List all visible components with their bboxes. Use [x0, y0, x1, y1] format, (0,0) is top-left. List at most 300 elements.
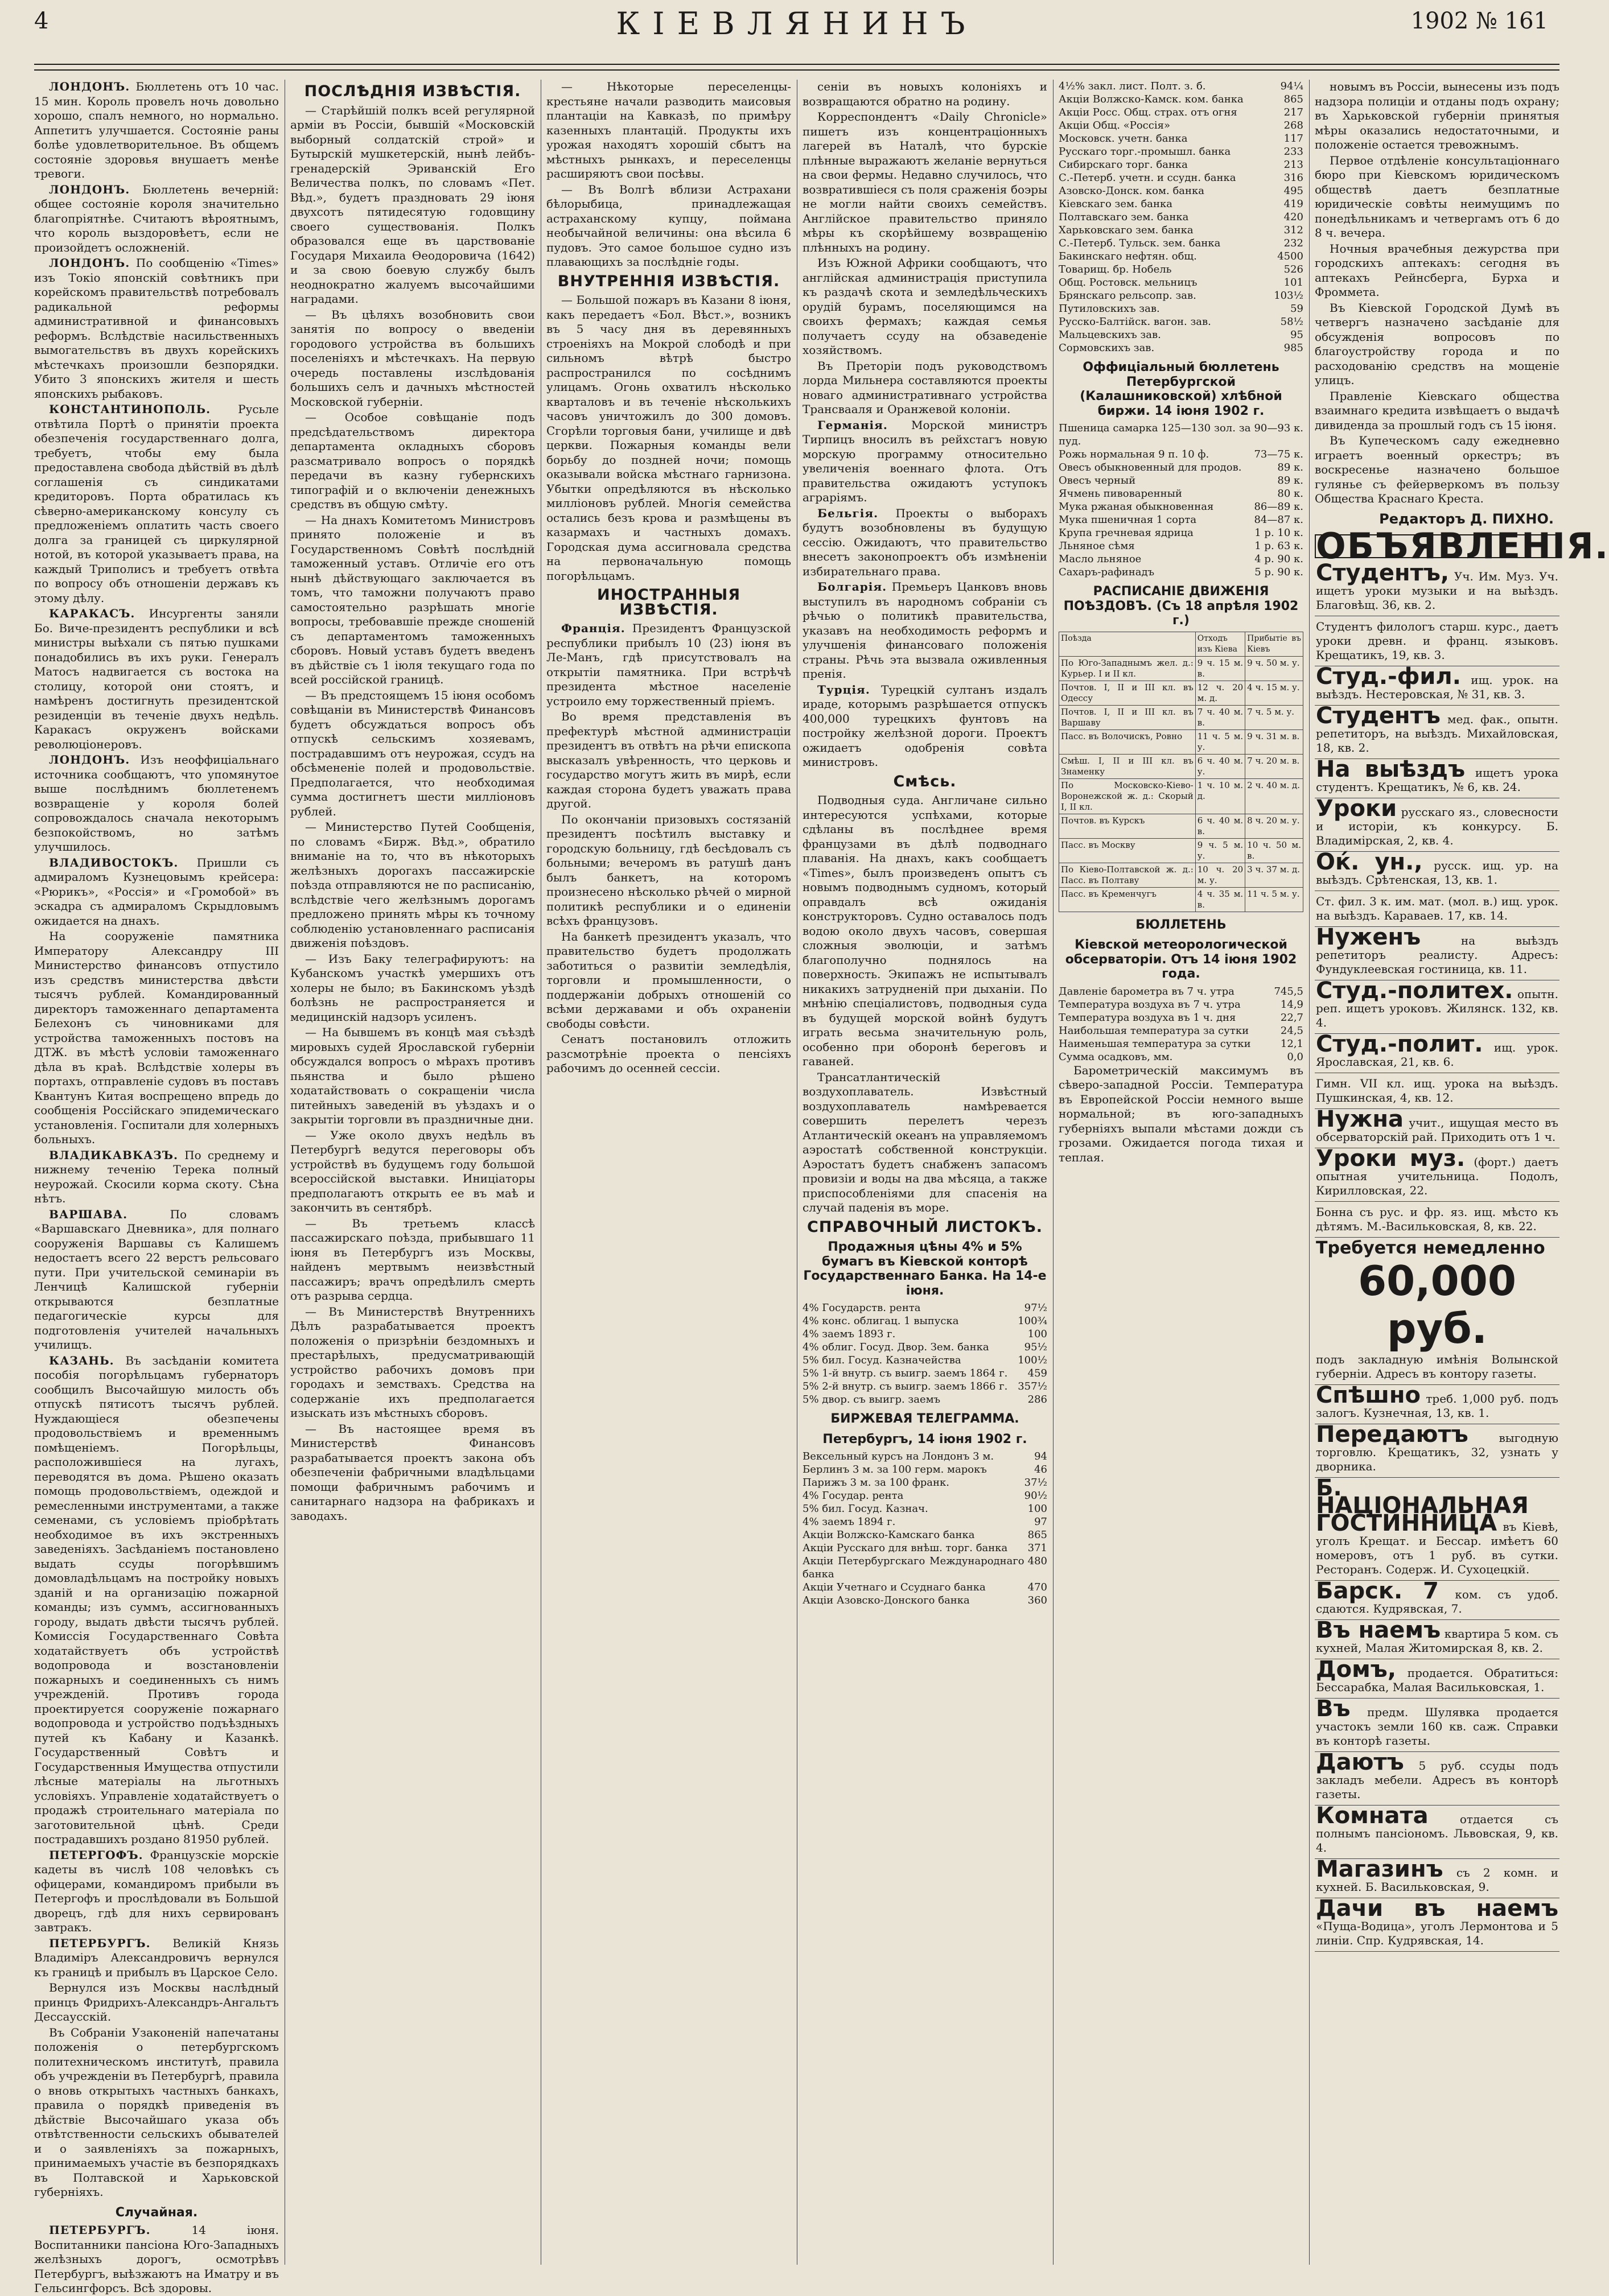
quote-label: Азовско-Донск. ком. банка	[1059, 185, 1204, 197]
quote-label: Масло льняное	[1059, 553, 1142, 565]
quote-value: 286	[1027, 1394, 1047, 1405]
article-paragraph	[34, 856, 279, 929]
timetable-cell: 7 ч. 20 м. в.	[1245, 754, 1303, 778]
quote-label: 4% облиг. Госуд. Двор. Зем. банка	[803, 1341, 989, 1353]
dateline: ВАРШАВА.	[49, 1207, 128, 1221]
article-paragraph	[34, 929, 279, 1147]
article-paragraph	[546, 930, 791, 1032]
ad-headline: Студ.-фил.	[1316, 663, 1461, 690]
article-text: Ночныя врачебныя дежурства при городскихъ аптекахъ: сегодня въ аптекахъ Рейнсберга, Бурха и Фроммета.	[1315, 241, 1559, 299]
page-number: 4	[34, 8, 49, 34]
article-paragraph	[803, 256, 1047, 358]
dateline: Германія.	[817, 418, 888, 432]
timetable-cell: 9 ч. 15 м. в.	[1195, 656, 1245, 681]
article-paragraph	[290, 689, 535, 819]
timetable-row	[1059, 863, 1303, 887]
article-text: По окончаніи призовыхъ состязаній президентъ посѣтилъ выставку и городскую больницу, гдѣ бесѣдовалъ съ больными; вечеромъ въ ратушѣ данъ былъ банкетъ, на которомъ произнесено нѣсколько рѣчей о мирной политикѣ республики и о единеніи всѣхъ французовъ.	[546, 812, 791, 928]
dateline: ПЕТЕРБУРГЪ.	[49, 2223, 151, 2237]
dateline: ПЕТЕРБУРГЪ.	[49, 1936, 151, 1950]
classified-ad	[1315, 1238, 1559, 1385]
classified-ad	[1315, 1030, 1559, 1073]
classified-ad	[1315, 977, 1559, 1034]
quote-value: 480	[1027, 1555, 1047, 1567]
quote-label: С.-Петерб. Тульск. зем. банка	[1059, 237, 1221, 249]
quote-row	[1059, 487, 1303, 500]
quote-row	[803, 1314, 1047, 1328]
article-paragraph	[34, 2026, 279, 2200]
article-paragraph	[1315, 389, 1559, 433]
ad-headline: Передаютъ	[1316, 1421, 1468, 1448]
dateline: ЛОНДОНЪ.	[49, 80, 130, 93]
ad-text: отдается съ полнымъ пансіономъ. Львовская, 9, кв. 4.	[1316, 1812, 1558, 1854]
quote-row	[803, 1463, 1047, 1476]
quote-value: 12,1	[1280, 1037, 1303, 1050]
article-paragraph	[34, 607, 279, 752]
quote-label: Акціи Росс. Общ. страх. отъ огня	[1059, 106, 1237, 118]
quote-row	[803, 1581, 1047, 1594]
timetable-header-cell: Отходъ изъ Кіева	[1195, 632, 1245, 656]
quote-value: 5 р. 90 к.	[1254, 566, 1303, 578]
quote-value: 100¾	[1018, 1315, 1047, 1327]
dateline: КОНСТАНТИНОПОЛЬ.	[49, 402, 211, 416]
article-text: На банкетѣ президентъ указалъ, что правительство будетъ продолжать заботиться о развитіи земледѣлія, торговли и промышленности, о поддержаніи добрыхъ отношеній со всѣми державами и объ охраненіи свободы совѣсти.	[546, 929, 791, 1030]
article-paragraph	[34, 1981, 279, 2025]
quote-row	[1059, 276, 1303, 289]
quote-row	[1059, 539, 1303, 553]
quote-label: Путиловскихъ зав.	[1059, 303, 1160, 315]
quote-label: Мука ржаная обыкновенная	[1059, 501, 1214, 513]
quote-value: 94	[1034, 1450, 1047, 1462]
timetable-cell: Почтов. І, ІІ и ІІІ кл. въ Варшаву	[1059, 705, 1196, 729]
ad-text: ищ. урок. Ярославская, 21, кв. 6.	[1316, 1040, 1559, 1069]
column-2	[290, 80, 535, 2265]
quote-value: 117	[1283, 133, 1303, 145]
article-text: — Въ предстоящемъ 15 іюня особомъ совѣщаніи въ Министерствѣ Финансовъ будетъ обсуждаться вопросъ объ отпускѣ сельскимъ хозяевамъ, пострадавшимъ отъ неурожая, ссудъ на обсѣмененіе полей и продовольствіе. Предполагается, что необходимая сумма достигнетъ шести милліоновъ рублей.	[290, 688, 535, 818]
quote-label: Крупа гречневая ядрица	[1059, 527, 1194, 539]
classified-ad	[1315, 1802, 1559, 1859]
dateline: Бельгія.	[817, 506, 879, 520]
timetable-row	[1059, 656, 1303, 681]
quote-label: Сумма осадковъ, мм.	[1059, 1050, 1173, 1063]
quote-value: 101	[1283, 277, 1303, 288]
ad-text: квартира 5 ком. съ кухней, Малая Житомирская 8, кв. 2.	[1316, 1626, 1558, 1655]
ad-text: 5 руб. ссуды подъ закладъ мебели. Адресъ въ конторѣ газеты.	[1316, 1758, 1558, 1801]
article-paragraph	[290, 1217, 535, 1304]
quote-row	[1059, 263, 1303, 276]
quote-value: 22,7	[1280, 1011, 1303, 1024]
quote-value: 357½	[1018, 1380, 1047, 1392]
quote-value: 100½	[1018, 1354, 1047, 1366]
article-text: Французскіе морскіе кадеты въ числѣ 108 человѣкъ съ офицерами, командиромъ прибыли въ Петергофъ и прослѣдовали въ Большой дворецъ, гдѣ для нихъ сервированъ завтракъ.	[34, 1848, 279, 1934]
ad-headline: На выѣздъ	[1316, 756, 1466, 782]
timetable-cell: Пасс. въ Москву	[1059, 838, 1196, 863]
quote-label: Акціи Учетнаго и Ссуднаго банка	[803, 1581, 986, 1593]
section-heading: СПРАВОЧНЫЙ ЛИСТОКЪ.	[807, 1218, 1043, 1236]
quote-value: 94¼	[1280, 80, 1303, 92]
quote-label: Парижъ 3 м. за 100 франк.	[803, 1477, 949, 1489]
article-text: — На бывшемъ въ концѣ мая съѣздѣ мировыхъ судей Ярославской губерніи обсуждался вопросъ о мѣрахъ противъ пьянства и было рѣшено ходатайствовать о сокращеніи числа питейныхъ заведеній въ уѣздахъ и о закрытіи торговли въ праздничные дни.	[290, 1025, 535, 1126]
ad-headline: Нужна	[1316, 1106, 1404, 1132]
dateline: ЛОНДОНЪ.	[49, 182, 130, 196]
quote-label: Русскаго торг.-промышл. банка	[1059, 146, 1231, 158]
quote-value: 268	[1283, 119, 1303, 131]
quote-value: 84—87 к.	[1254, 514, 1303, 526]
quote-row	[1059, 237, 1303, 250]
column-5	[1059, 80, 1303, 2265]
quote-value: 470	[1027, 1581, 1047, 1593]
quote-row	[1059, 184, 1303, 197]
quote-row	[1059, 998, 1303, 1011]
quote-label: Наибольшая температура за сутки	[1059, 1024, 1249, 1037]
timetable-cell: Смѣш. І, ІІ и ІІІ кл. въ Знаменку	[1059, 754, 1196, 778]
quote-value: 865	[1027, 1529, 1047, 1541]
quote-label: Сормовскихъ зав.	[1059, 342, 1155, 354]
ad-text: подъ закладную имѣнія Волынской губерніи. Адресъ въ контору газеты.	[1316, 1352, 1558, 1380]
article-text: На сооруженіе памятника Императору Александру III Министерство финансовъ отпустило изъ средствъ министерства двѣсти тысячъ рублей. Командированный директоръ таможеннаго департамента Белехонъ съ чиновниками для устройства таможенныхъ постовъ на ДТЖ. въ мѣстѣ условіи таможеннаго дѣла въ краѣ. Вслѣдствіе холеры въ портахъ, отправленіе судовъ въ поставъ Квантунъ Китая воспрещено впредь до сообщенія Россійскаго эпидемическаго установленія. Госпитали для холерныхъ больныхъ.	[34, 929, 279, 1146]
ad-text: русскаго яз., словесности и исторіи, къ конкурсу. Б. Владимірская, 2, кв. 4.	[1316, 805, 1558, 847]
section-heading: ПОСЛѢДНІЯ ИЗВѢСТІЯ.	[304, 83, 521, 100]
ad-text: Ст. фил. 3 к. им. мат. (мол. в.) ищ. урок. на выѣздъ. Караваев. 17, кв. 14.	[1316, 894, 1558, 922]
quote-value: 100	[1027, 1503, 1047, 1515]
article-paragraph	[290, 1305, 535, 1421]
timetable-cell: 9 ч. 5 м. у.	[1195, 838, 1245, 863]
timetable-cell: Пасс. въ Волочискъ, Ровно	[1059, 729, 1196, 754]
quote-label: Акціи Азовско-Донского банка	[803, 1594, 970, 1606]
quote-row	[1059, 422, 1303, 448]
quote-value: 865	[1283, 93, 1303, 105]
quote-row	[803, 1476, 1047, 1489]
dateline: ПЕТЕРГОФЪ.	[49, 1848, 143, 1862]
quote-label: Мука пшеничная 1 сорта	[1059, 514, 1197, 526]
article-text: Изъ неоффиціальнаго источника сообщаютъ, что упомянутое выше послѣднимъ бюллетенемъ возвращеніе у короля болей сопровождалось сначала некоторымъ безпокойствомъ, но затѣмъ улучшилось.	[34, 753, 279, 854]
article-paragraph	[34, 1354, 279, 1847]
article-text: — Въ Волгѣ вблизи Астрахани бѣлорыбица, принадлежащая астраханскому купцу, поймана необычайной величины: она вѣсила 6 пудовъ. Это самое большое судно изъ плавающихъ за послѣдніе годы.	[546, 182, 791, 269]
quote-row	[803, 1555, 1047, 1581]
article-text: — На днахъ Комитетомъ Министровъ принято положеніе и въ Государственномъ Совѣтѣ послѣдній таможенный уставъ. Отличіе его отъ нынѣ дѣйствующаго заключается въ томъ, что таможни получаютъ право самостоятельно разрѣшать многіе вопросы, требовавшіе прежде сношеній съ департаментомъ таможенныхъ сборовъ. Новый уставъ будетъ введенъ въ дѣйствіе съ 1 іюля текущаго года по всей россійской границѣ.	[290, 513, 535, 686]
article-text: Во время представленія въ префектурѣ мѣстной администраціи президентъ въ отвѣтъ на рѣчи епископа высказалъ увѣренность, что церковь и государство могутъ жить въ мирѣ, если каждая сторона будетъ уважать права другой.	[546, 710, 791, 810]
ad-headline: Б. НАЦІОНАЛЬНАЯ ГОСТИННИЦА	[1316, 1474, 1529, 1536]
classified-ad	[1315, 1145, 1559, 1202]
quote-label: 4% конс. облигац. 1 выпуска	[803, 1315, 959, 1327]
ad-amount: 60,000 руб.	[1358, 1256, 1516, 1353]
article-paragraph	[290, 952, 535, 1025]
quote-label: 5% двор. съ выигр. заемъ	[803, 1394, 941, 1405]
article-paragraph	[1315, 154, 1559, 241]
timetable-cell: По Юго-Западнымъ жел. д.: Курьер. І и ІІ кл.	[1059, 656, 1196, 681]
quote-label: Акціи Волжско-Камск. ком. банка	[1059, 93, 1244, 105]
article-text: новымъ въ Россіи, вынесены изъ подъ надзора полиціи и отданы подъ охрану; въ Харьковской губерніи принятыя мѣры оказались недостаточными, и положеніе остается тревожнымъ.	[1315, 80, 1559, 151]
article-text: Турецкій султанъ издалъ ираде, которымъ разрѣшается отпускъ 400,000 турецкихъ фунтовъ на постройку желѣзной дороги. Проектъ ожидаетъ одобренія совѣта министровъ.	[803, 682, 1048, 769]
quote-row	[1059, 500, 1303, 513]
quote-label: Русско-Балтійск. вагон. зав.	[1059, 316, 1211, 328]
ad-text: (форт.) даетъ опытная учительница. Подолъ, Кирилловская, 22.	[1316, 1155, 1558, 1197]
article-paragraph	[290, 1422, 535, 1524]
quote-label: 5% 2-й внутр. съ выигр. заемъ 1866 г.	[803, 1380, 1008, 1392]
column-divider	[1309, 80, 1310, 2265]
ad-headline: Студентъ,	[1316, 559, 1450, 586]
quote-value: 4500	[1277, 250, 1303, 262]
article-text: Подводныя суда. Англичане сильно интересуются успѣхами, которые сдѣланы въ послѣднее время французами въ дѣлѣ подводнаго плаванія. На днахъ, какъ сообщаетъ «Times», былъ произведенъ опытъ съ новымъ подводнымъ судномъ, который оправдалъ всѣ ожиданія конструкторовъ. Судно оставалось подъ водою около двухъ часовъ, совершая сложныя эволюціи, и затѣмъ благополучно поднялось на поверхность. Экипажъ не испытывалъ никакихъ затрудненій при дыханіи. По мнѣнію спеціалистовъ, подводныя суда въ будущей морской войнѣ будутъ играть весьма значительную роль, особенно при оборонѣ береговъ и гаваней.	[803, 793, 1047, 1068]
quote-label: Овесъ обыкновенный для продов.	[1059, 461, 1242, 473]
column-4	[803, 80, 1047, 2265]
quote-label: Акціи Русскаго для внѣш. торг. банка	[803, 1542, 1008, 1554]
article-text: Корреспондентъ «Daily Chronicle» пишетъ изъ концентраціонныхъ лагерей въ Наталѣ, что бурскіе плѣнные выражаютъ желаніе вернуться на свои фермы. Недавно случилось, что возвратившіеся съ поля сраженія боэры не могли найти своихъ семействъ. Англійское правительство приняло мѣры къ скорѣйшему возвращенію плѣнныхъ на родину.	[803, 110, 1047, 254]
dateline: Франція.	[561, 621, 626, 635]
quote-label: Пшеница самарка 125—130 зол. за пуд.	[1059, 422, 1251, 447]
article-paragraph	[34, 753, 279, 855]
quote-value: 316	[1283, 172, 1303, 184]
timetable-row	[1059, 814, 1303, 838]
quote-value: 213	[1283, 159, 1303, 171]
section-heading: ИНОСТРАННЫЯ ИЗВѢСТІЯ.	[596, 586, 741, 619]
quote-value: 233	[1283, 146, 1303, 158]
article-paragraph	[34, 402, 279, 605]
quote-label: Акціи Общ. «Россія»	[1059, 119, 1170, 131]
quote-value: 97	[1034, 1516, 1047, 1528]
article-paragraph	[34, 1848, 279, 1935]
article-paragraph	[290, 308, 535, 410]
ad-headline: Уроки	[1316, 795, 1397, 822]
quote-row	[803, 1502, 1047, 1515]
article-text: Въ Преторіи подъ руководствомъ лорда Мильнера составляются проекты новаго административнаго устройства Трансвааля и Оранжевой колоніи.	[803, 358, 1047, 416]
dateline: ВЛАДИВОСТОКЪ.	[49, 855, 179, 869]
ad-headline: Требуется немедленно	[1316, 1238, 1545, 1258]
quote-value: 0,0	[1287, 1050, 1303, 1063]
article-paragraph	[1315, 434, 1559, 506]
quote-label: Рожь нормальная 9 п. 10 ф.	[1059, 448, 1209, 460]
header-rule-bottom	[34, 69, 1559, 71]
quote-value: 217	[1283, 106, 1303, 118]
quote-value: 985	[1283, 342, 1303, 354]
quote-label: Кіевскаго зем. банка	[1059, 198, 1172, 210]
article-text: Инсургенты заняли Бо. Виче-президентъ республики и всѣ министры выѣхали съ пятью пушками понадобились въ ихъ руки. Генералъ Матосъ надвигается съ востока на столицу, которой они стоятъ, и намѣренъ достигнуть президентской резиденціи въ теченіе двухъ недѣль. Каракасъ окруженъ войсками революціонеровъ.	[34, 607, 279, 751]
ad-text: ищ. урок. на выѣздъ. Нестеровская, № 31, кв. 3.	[1316, 673, 1558, 701]
quote-value: 73—75 к.	[1254, 448, 1303, 460]
timetable-row	[1059, 729, 1303, 754]
quote-row	[1059, 448, 1303, 461]
quote-value: 232	[1283, 237, 1303, 249]
quote-value: 745,5	[1274, 985, 1303, 997]
quote-row	[803, 1393, 1047, 1406]
ad-text: треб. 1,000 руб. подъ залогъ. Кузнечная, 13, кв. 1.	[1316, 1391, 1558, 1420]
quote-value: 37½	[1024, 1477, 1047, 1489]
ad-text: мед. фак., опытн. репетиторъ, на выѣздъ. Михайловская, 18, кв. 2.	[1316, 712, 1558, 755]
ad-headline: Уроки муз.	[1316, 1145, 1466, 1172]
quote-label: Харьковскаго зем. банка	[1059, 224, 1194, 236]
quote-value: 312	[1283, 224, 1303, 236]
classified-ad	[1315, 1577, 1559, 1620]
quote-row	[1059, 1037, 1303, 1050]
article-text: — Въ третьемъ классѣ пассажирскаго поѣзда, прибывшаго 11 іюня въ Петербургъ изъ Москвы, найденъ мертвымъ неизвѣстный пассажиръ; врачъ опредѣлилъ смерть отъ разрыва сердца.	[290, 1216, 535, 1302]
classified-ad	[1315, 1106, 1559, 1148]
timetable-cell: 4 ч. 15 м. у.	[1245, 681, 1303, 705]
article-text: Первое отдѣленіе консультаціоннаго бюро при Кіевскомъ юридическомъ обществѣ даетъ безплатные юридическіе совѣты неимущимъ по понедѣльникамъ и четвергамъ отъ 6 до 8 ч. вечера.	[1315, 153, 1559, 240]
quote-value: 420	[1283, 211, 1303, 223]
quote-row	[1059, 341, 1303, 355]
dateline: ЛОНДОНЪ.	[49, 753, 130, 766]
article-paragraph	[290, 104, 535, 307]
ad-text: русск. ищ. ур. на выѣздъ. Срѣтенская, 13, кв. 1.	[1316, 858, 1559, 887]
article-text: Бюллетень отъ 10 час. 15 мин. Король провелъ ночь довольно хорошо, спалъ немного, но нормально. Аппетитъ улучшается. Состояніе раны болѣе удовлетворительное. Въ общемъ состояніе здоровья внушаетъ менѣе тревоги.	[34, 80, 279, 180]
classified-ad	[1315, 924, 1559, 980]
quote-value: 526	[1283, 263, 1303, 275]
quote-row	[1059, 328, 1303, 341]
timetable-header-cell: Поѣзда	[1059, 632, 1196, 656]
quote-label: Полтавскаго зем. банка	[1059, 211, 1189, 223]
ad-text: Бонна съ рус. и фр. яз. ищ. мѣсто къ дѣтямъ. М.-Васильковская, 8, кв. 22.	[1316, 1205, 1558, 1233]
quote-label: Сахаръ-рафинадъ	[1059, 566, 1155, 578]
classified-ad	[1315, 1856, 1559, 1898]
quote-row	[1059, 224, 1303, 237]
quote-row	[1059, 1050, 1303, 1064]
subsection-heading: Петербургъ, 14 іюня 1902 г.	[822, 1432, 1027, 1446]
quote-row	[1059, 80, 1303, 93]
article-paragraph	[34, 80, 279, 182]
timetable-row	[1059, 838, 1303, 863]
classified-ad	[1315, 891, 1559, 927]
classified-ad	[1315, 795, 1559, 852]
quote-value: 95	[1290, 329, 1303, 341]
quote-value: 4 р. 90 к.	[1254, 553, 1303, 565]
ad-text: ком. съ удоб. сдаются. Кудрявская, 7.	[1316, 1587, 1558, 1615]
ad-text: «Пуща-Водица», уголъ Лермонтова и 5 линіи. Спр. Кудрявская, 14.	[1316, 1919, 1558, 1947]
quote-row	[1059, 158, 1303, 171]
article-paragraph	[803, 359, 1047, 417]
quote-row	[1059, 289, 1303, 302]
quote-value: 495	[1283, 185, 1303, 197]
quote-row	[803, 1380, 1047, 1393]
quote-label: 4% Государ. рента	[803, 1490, 904, 1502]
article-paragraph	[34, 2223, 279, 2296]
quote-label: Сибирскаго торг. банка	[1059, 159, 1188, 171]
timetable-cell: 4 ч. 35 м. в.	[1195, 887, 1245, 912]
article-paragraph	[34, 1936, 279, 1980]
quote-row	[1059, 566, 1303, 579]
quote-label: С.-Петерб. учетн. и ссудн. банка	[1059, 172, 1236, 184]
article-paragraph	[34, 1207, 279, 1353]
article-text: — Въ Министерствѣ Внутреннихъ Дѣлъ разрабатывается проектъ положенія о призрѣніи бездомныхъ и престарѣлыхъ, предусматривающій устройство рабочихъ домовъ при городахъ и земствахъ. Средства на содержаніе ихъ предполагается изыскать изъ мѣстныхъ сборовъ.	[290, 1304, 535, 1420]
article-text: Въ Купеческомъ саду ежедневно играетъ военный оркестръ; въ воскресенье назначено большое гулянье съ фейерверкомъ въ пользу Общества Краснаго Креста.	[1315, 434, 1559, 505]
quote-value: 1 р. 63 к.	[1254, 540, 1303, 552]
quote-value: 1 р. 10 к.	[1254, 527, 1303, 539]
subsection-heading: Оффиціальный бюллетень Петербургской (Калашниковской) хлѣбной биржи. 14 іюня 1902 г.	[1080, 360, 1282, 418]
ad-headline: Дачи въ наемъ	[1316, 1895, 1558, 1922]
quote-row	[1059, 474, 1303, 487]
quote-label: Товарищ. бр. Нобель	[1059, 263, 1172, 275]
timetable-cell: По Кіево-Полтавской ж. д.: Пасс. въ Полтаву	[1059, 863, 1196, 887]
classified-ad	[1315, 1073, 1559, 1109]
article-paragraph	[803, 683, 1047, 770]
classified-ad	[1315, 616, 1559, 666]
quote-row	[1059, 526, 1303, 539]
editor-signature: Редакторъ Д. ПИХНО.	[1379, 510, 1554, 527]
quote-row	[803, 1354, 1047, 1367]
dateline: КАРАКАСЪ.	[49, 607, 135, 620]
masthead-title: КІЕВЛЯНИНЪ	[616, 6, 978, 42]
timetable-cell: 6 ч. 40 м. у.	[1195, 754, 1245, 778]
article-text: По сообщенію «Times» изъ Токіо японскій совѣтникъ при корейскомъ правительствѣ потребовалъ радикальной реформы административной и финансовыхъ реформъ. Вслѣдствіе насильственныхъ вымогательствъ въ двухъ корейскихъ мѣстечкахъ произошли безпорядки. Убито 3 японскихъ жителя и шесть японскихъ рыбаковъ.	[34, 256, 279, 401]
quote-label: 5% бил. Госуд. Казначейства	[803, 1354, 961, 1366]
quote-row	[1059, 93, 1303, 106]
column-divider	[1053, 80, 1054, 2265]
dateline: ЛОНДОНЪ.	[49, 256, 130, 270]
quote-label: 4% Государств. рента	[803, 1302, 921, 1314]
page-header	[34, 0, 1559, 68]
classified-ad	[1315, 1202, 1559, 1238]
ad-headline: Домъ,	[1316, 1656, 1397, 1683]
ad-headline: Магазинъ	[1316, 1856, 1443, 1882]
timetable-cell: Почтов. І, ІІ и ІІІ кл. въ Одессу	[1059, 681, 1196, 705]
quote-row	[803, 1541, 1047, 1555]
article-text: — Особое совѣщаніе подъ предсѣдательствомъ директора департамента окладныхъ сборовъ разсматривало вопросъ о порядкѣ передачи въ казну губернскихъ типографій и о включеніи денежныхъ средствъ въ общую смѣту.	[290, 410, 535, 511]
ad-headline: Спѣшно	[1316, 1382, 1421, 1408]
quote-label: Ячмень пивоваренный	[1059, 488, 1182, 500]
timetable-header	[1059, 632, 1303, 656]
ad-text: въ Кіевѣ, уголъ Крещат. и Бессар. имѣетъ 60 номеровъ, отъ 1 руб. въ сутки. Ресторанъ. Содерж. И. Сухоцецкій.	[1316, 1519, 1559, 1576]
ad-text: съ 2 комн. и кухней. Б. Васильковская, 9.	[1316, 1865, 1559, 1894]
timetable-cell: 7 ч. 40 м. в.	[1195, 705, 1245, 729]
timetable-cell: 11 ч. 5 м. у.	[1245, 887, 1303, 912]
article-text: Бюллетень вечерній: общее состояніе короля значительно благопріятнѣе. Считаютъ вѣроятнымъ, что король выздоровѣетъ, если не произойдетъ осложненій.	[34, 182, 279, 254]
section-heading: Смѣсь.	[893, 772, 957, 790]
timetable-cell: 6 ч. 40 м. в.	[1195, 814, 1245, 838]
quote-label: 5% 1-й внутр. съ выигр. заемъ 1864 г.	[803, 1367, 1008, 1379]
quote-row	[1059, 1024, 1303, 1037]
ad-text: Уч. Им. Муз. Уч. ищетъ уроки музыки и на выѣздъ. Благовѣщ. 36, кв. 2.	[1316, 569, 1558, 612]
article-text: — Изъ Баку телеграфируютъ: на Кубанскомъ участкѣ умершихъ отъ холеры не было; въ Бакинскомъ уѣздѣ болѣзнь не распространяется и медицинскій надзоръ усиленъ.	[290, 951, 535, 1024]
classified-ad	[1315, 702, 1559, 759]
quote-label: Акціи Волжско-Камскаго банка	[803, 1529, 975, 1541]
quote-value: 46	[1034, 1464, 1047, 1475]
timetable-cell: 10 ч. 20 м. у.	[1195, 863, 1245, 887]
ad-text: ищетъ урока студентъ. Крещатикъ, № 6, кв. 24.	[1316, 765, 1559, 794]
quote-label: Берлинъ 3 м. за 100 герм. марокъ	[803, 1464, 987, 1475]
ad-headline: Въ	[1316, 1695, 1351, 1722]
ad-text: опытн. реп. ищетъ уроковъ. Жилянск. 132, кв. 4.	[1316, 987, 1558, 1029]
article-paragraph	[803, 418, 1047, 505]
article-paragraph	[1315, 242, 1559, 300]
quote-row	[1059, 171, 1303, 184]
quote-row	[803, 1341, 1047, 1354]
article-paragraph	[546, 621, 791, 708]
ad-headline: Оќ. ун.,	[1316, 848, 1423, 875]
timetable-header-cell: Прибытіе въ Кіевъ	[1245, 632, 1303, 656]
quote-label: 4% заемъ 1894 г.	[803, 1516, 896, 1528]
article-paragraph	[290, 410, 535, 512]
quote-label: Акціи Петербургскаго Международнаго банка	[803, 1555, 1024, 1580]
quote-value: 24,5	[1280, 1024, 1303, 1037]
timetable-cell: 7 ч. 5 м. у.	[1245, 705, 1303, 729]
article-paragraph	[1315, 301, 1559, 388]
quote-row	[803, 1450, 1047, 1463]
quote-row	[1059, 250, 1303, 263]
article-paragraph	[546, 710, 791, 811]
timetable-row	[1059, 887, 1303, 912]
article-paragraph	[1059, 1064, 1303, 1165]
article-paragraph	[290, 820, 535, 951]
ad-headline: Студ.-политех.	[1316, 977, 1513, 1004]
classified-ad	[1315, 1617, 1559, 1659]
article-text: Въ Собраніи Узаконеній напечатаны положенія о петербургскомъ политехническомъ институтѣ, правила объ учрежденіи въ Петербургѣ, правила о вновь открытыхъ частныхъ банкахъ, правила о порядкѣ приведенія въ дѣйствіе Высочайшаго указа объ отвѣтственности сельскихъ обывателей и о заявленіяхъ за пожарныхъ, принимаемыхъ участіе въ безпорядкахъ въ Полтавской и Харьковской губерніяхъ.	[34, 2025, 279, 2199]
ad-headline: Студ.-полит.	[1316, 1030, 1483, 1057]
quote-row	[1059, 145, 1303, 158]
article-paragraph	[803, 506, 1047, 579]
article-text: Русьле отвѣтила Портѣ о принятіи проекта обезпеченія государственнаго долга, требуетъ, чтобы ему была предоставлена свобода дѣйствій въ дѣлѣ соглашенія съ синдикатами кредиторовъ. Порта обратилась къ сѣверно-американскому консулу съ предложеніемъ оплатить часть своего долга за границей съ циркулярной нотой, въ которой указываетъ права, на каждый Триполисъ и требуетъ отвѣта по вопросу объ отношеніи державъ къ этому дѣлу.	[34, 402, 279, 605]
article-paragraph	[803, 793, 1047, 1069]
quote-label: Мальцевскихъ зав.	[1059, 329, 1161, 341]
article-paragraph	[34, 1148, 279, 1206]
timetable-cell: 9 ч. 31 м. в.	[1245, 729, 1303, 754]
